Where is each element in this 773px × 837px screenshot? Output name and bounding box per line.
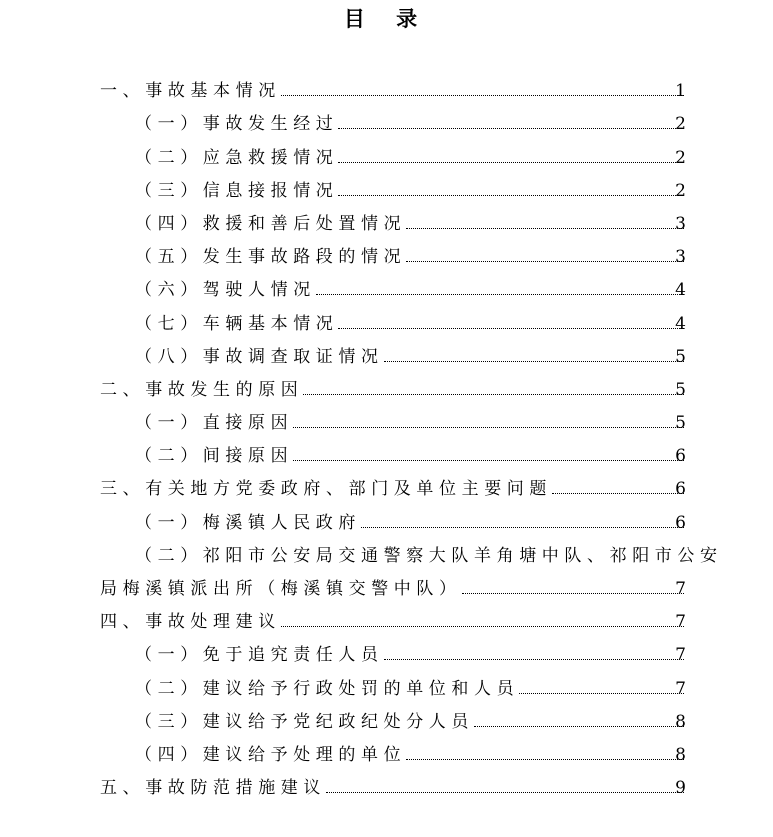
dot-leader xyxy=(519,693,684,694)
toc-page-number: 2 xyxy=(675,180,686,201)
toc-entry-text: 四、事故处理建议 xyxy=(100,612,281,633)
toc-page-number: 7 xyxy=(675,612,686,633)
toc-entry[interactable] xyxy=(0,375,773,408)
toc-page-number: 8 xyxy=(675,711,686,732)
toc-entry-text: 三、有关地方党委政府、部门及单位主要问题 xyxy=(100,479,552,500)
toc-page-number: 2 xyxy=(675,114,686,135)
dot-leader xyxy=(552,493,684,494)
toc-entry-text: （二）建议给予行政处罚的单位和人员 xyxy=(135,678,520,699)
toc-entry-text: （三）建议给予党纪政纪处分人员 xyxy=(135,711,474,732)
toc-entry-text: （二）祁阳市公安局交通警察大队羊角塘中队、祁阳市公安 xyxy=(135,545,723,566)
toc-entry-text: （七）车辆基本情况 xyxy=(135,313,339,334)
toc-entry[interactable] xyxy=(0,275,773,308)
toc-page-number: 3 xyxy=(675,213,686,234)
toc-entry[interactable] xyxy=(0,507,773,540)
dot-leader xyxy=(326,792,684,793)
dot-leader xyxy=(474,726,684,727)
dot-leader xyxy=(384,659,684,660)
toc-entry-text: （一）事故发生经过 xyxy=(135,114,339,135)
toc-entry-continuation[interactable] xyxy=(0,574,773,607)
dot-leader xyxy=(406,228,684,229)
toc-entry[interactable] xyxy=(0,474,773,507)
toc-page-number: 7 xyxy=(675,579,686,599)
toc-entry[interactable] xyxy=(0,773,773,806)
dot-leader xyxy=(406,261,684,262)
toc-page-number: 7 xyxy=(675,645,686,666)
dot-leader xyxy=(293,460,684,461)
toc-entry[interactable] xyxy=(0,740,773,773)
toc-entry[interactable] xyxy=(0,209,773,242)
toc-entry-text: 一、事故基本情况 xyxy=(100,81,281,102)
toc-entry[interactable] xyxy=(0,640,773,673)
toc-page-number: 5 xyxy=(675,379,686,400)
table-of-contents xyxy=(0,76,773,806)
toc-entry[interactable] xyxy=(0,707,773,740)
dot-leader xyxy=(338,328,684,329)
toc-entry-text: （五）发生事故路段的情况 xyxy=(135,247,407,268)
toc-entry[interactable] xyxy=(0,76,773,109)
dot-leader xyxy=(338,162,684,163)
toc-entry-text: 二、事故发生的原因 xyxy=(100,379,304,400)
toc-entry-text: （三）信息接报情况 xyxy=(135,180,339,201)
toc-page-number: 5 xyxy=(675,346,686,367)
toc-entry[interactable] xyxy=(0,673,773,706)
dot-leader xyxy=(281,626,684,627)
toc-page-number: 4 xyxy=(675,280,686,301)
toc-entry-text: （二）应急救援情况 xyxy=(135,147,339,168)
toc-entry[interactable] xyxy=(0,607,773,640)
dot-leader xyxy=(338,195,684,196)
toc-entry[interactable] xyxy=(0,408,773,441)
toc-entry-text: （二）间接原因 xyxy=(135,446,294,467)
toc-page-number: 8 xyxy=(675,744,686,765)
toc-entry-text: 五、事故防范措施建议 xyxy=(100,778,326,799)
toc-entry[interactable] xyxy=(0,242,773,275)
dot-leader xyxy=(406,759,684,760)
toc-page-number: 3 xyxy=(675,247,686,268)
toc-page-number: 6 xyxy=(675,479,686,500)
toc-page-number: 1 xyxy=(675,81,686,102)
toc-page-number: 2 xyxy=(675,147,686,168)
dot-leader xyxy=(281,95,684,96)
toc-page-number: 6 xyxy=(675,446,686,467)
dot-leader xyxy=(303,394,684,395)
toc-entry-text: 局梅溪镇派出所（梅溪镇交警中队） xyxy=(100,579,462,599)
toc-entry-text: （一）梅溪镇人民政府 xyxy=(135,512,361,533)
toc-entry[interactable] xyxy=(0,441,773,474)
toc-page-number: 5 xyxy=(675,413,686,434)
dot-leader xyxy=(361,527,684,528)
page-title: 目 录 xyxy=(343,7,430,31)
toc-entry-text: （一）直接原因 xyxy=(135,413,294,434)
toc-entry-text: （八）事故调查取证情况 xyxy=(135,346,384,367)
dot-leader xyxy=(316,294,684,295)
toc-entry-text: （一）免于追究责任人员 xyxy=(135,645,384,666)
dot-leader xyxy=(384,361,684,362)
toc-page-number: 4 xyxy=(675,313,686,334)
dot-leader xyxy=(338,128,684,129)
toc-page-number: 7 xyxy=(675,678,686,699)
toc-entry-text: （六）驾驶人情况 xyxy=(135,280,316,301)
toc-entry[interactable] xyxy=(0,109,773,142)
toc-entry[interactable] xyxy=(0,176,773,209)
toc-page-number: 9 xyxy=(675,778,686,799)
toc-entry[interactable] xyxy=(0,142,773,175)
toc-entry[interactable] xyxy=(0,342,773,375)
toc-entry[interactable] xyxy=(0,308,773,341)
toc-entry[interactable] xyxy=(0,541,773,574)
toc-entry-text: （四）建议给予处理的单位 xyxy=(135,744,407,765)
toc-entry-text: （四）救援和善后处置情况 xyxy=(135,213,407,234)
toc-page-number: 6 xyxy=(675,512,686,533)
dot-leader xyxy=(462,593,684,594)
dot-leader xyxy=(293,427,684,428)
